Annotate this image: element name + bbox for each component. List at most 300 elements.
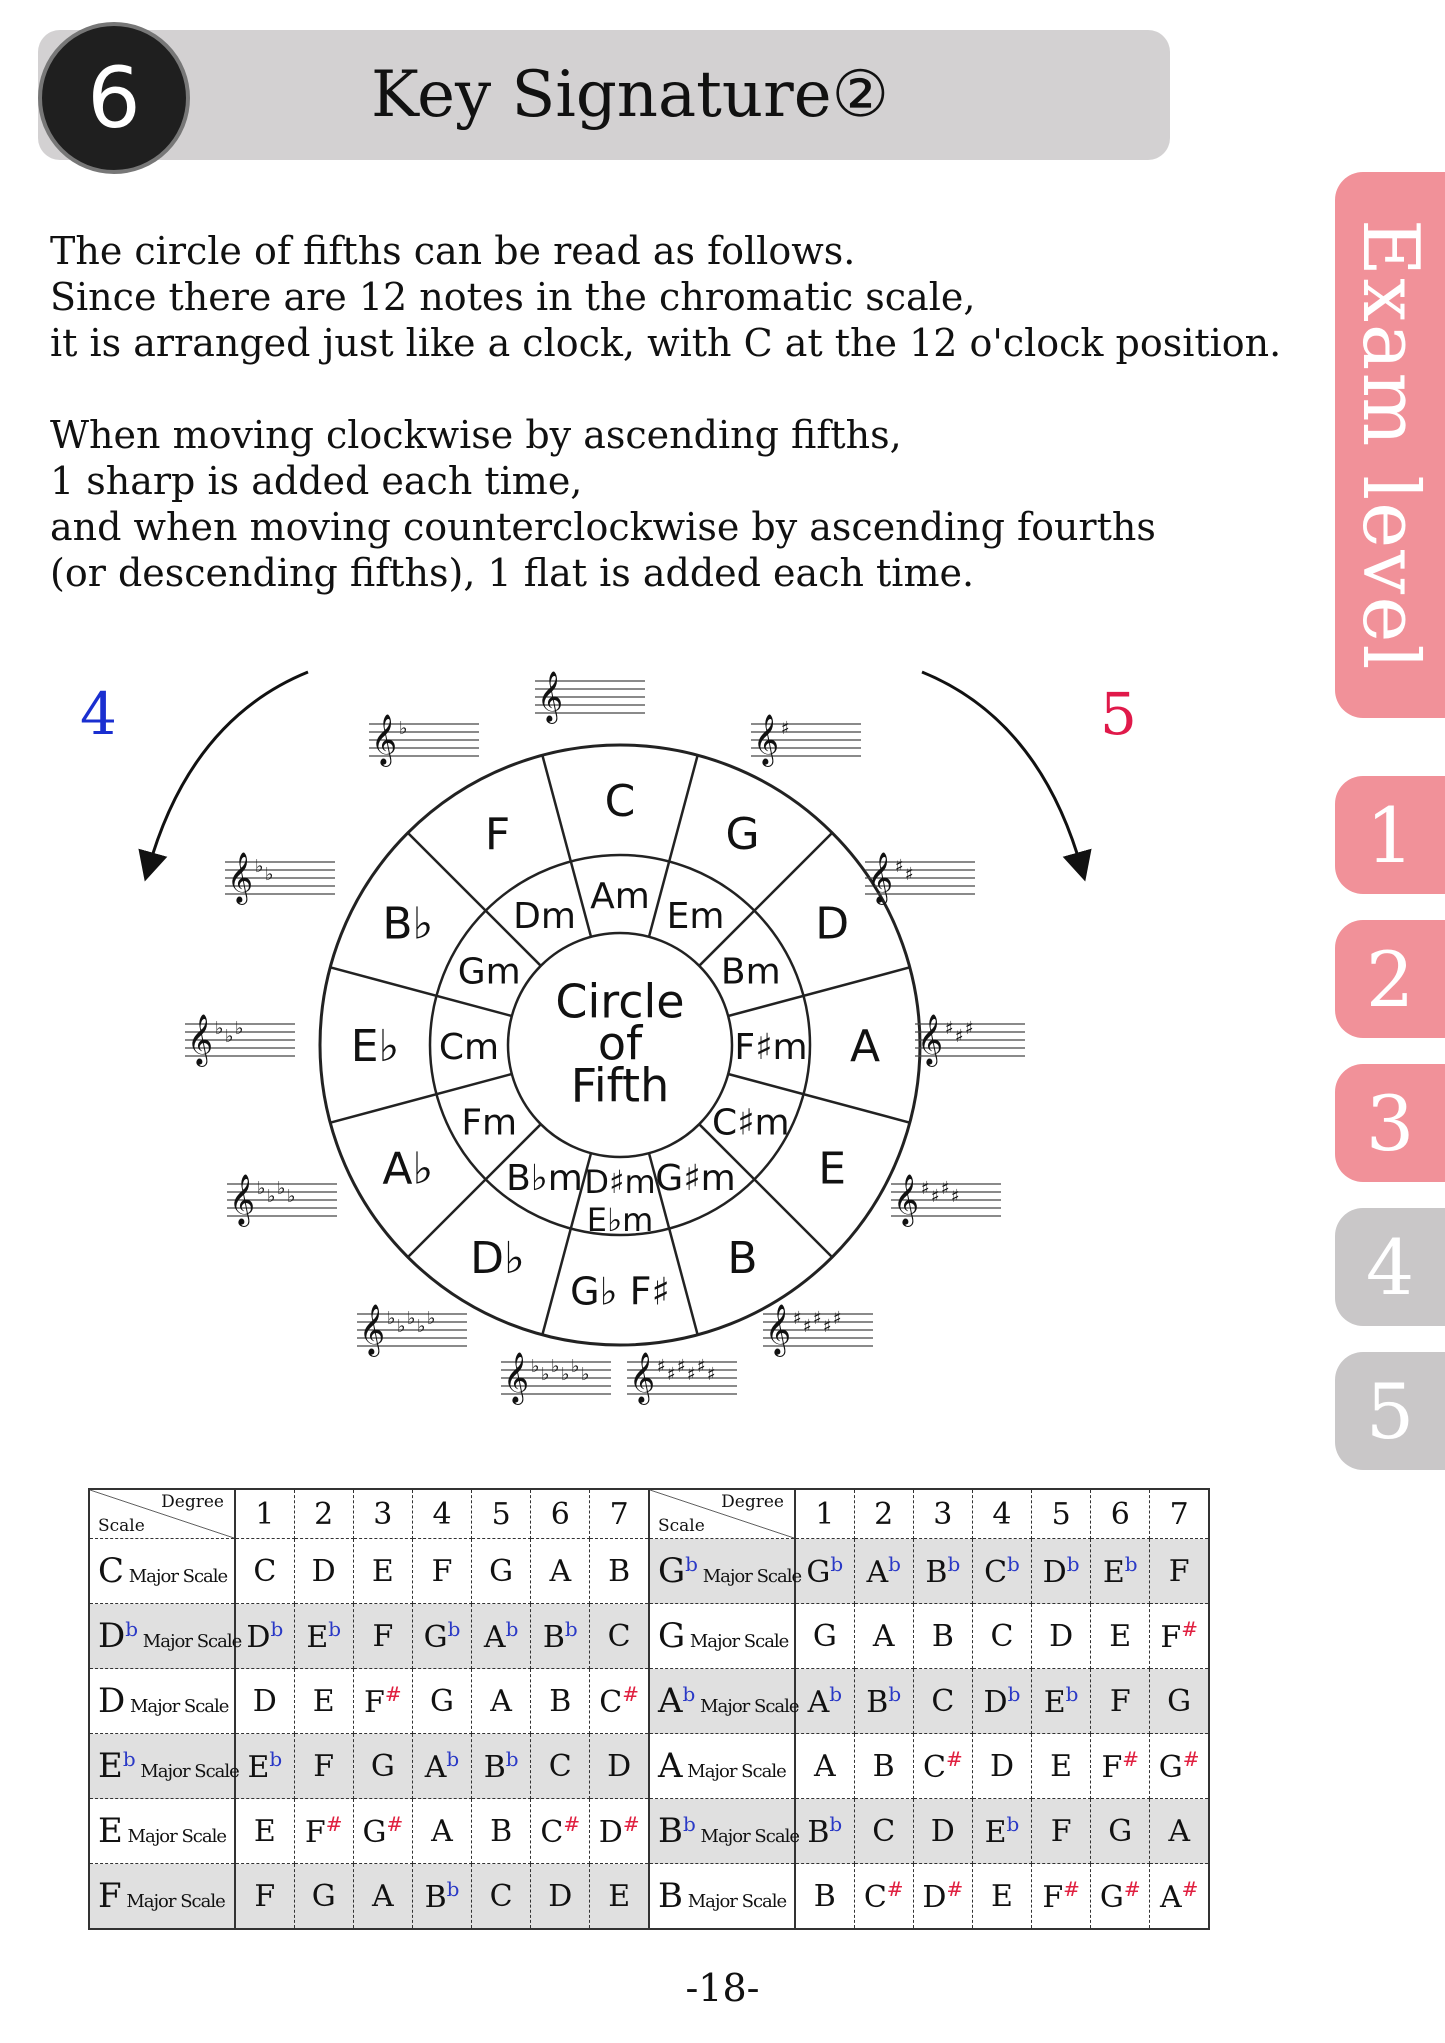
note-letter: B	[542, 1620, 565, 1655]
degree-number: 4	[412, 1489, 471, 1539]
scale-root: B	[657, 1811, 683, 1851]
note-cell	[1032, 1864, 1091, 1930]
note-cell	[353, 1539, 412, 1604]
scale-name-cell	[89, 1799, 235, 1864]
note-cell	[1091, 1539, 1150, 1604]
note-cell	[972, 1604, 1031, 1669]
note-cell	[854, 1864, 913, 1930]
degree-number: 3	[353, 1489, 412, 1539]
page-number: -18-	[685, 1966, 760, 2010]
minor-key-label: Dm	[513, 896, 576, 938]
sharp-sign: ♯	[931, 1186, 940, 1207]
treble-clef: 𝄞	[227, 852, 254, 903]
note-letter: B	[549, 1683, 572, 1719]
scale-suffix: Major Scale	[682, 1891, 787, 1912]
sharp-sign: ♯	[921, 1178, 930, 1199]
note-letter: E	[1109, 1618, 1132, 1654]
note-letter: A	[483, 1620, 506, 1655]
flat-sign: ♭	[551, 1356, 560, 1377]
major-key-label: E	[818, 1143, 847, 1195]
note-cell	[531, 1604, 590, 1669]
sharp-sign: ♯	[905, 864, 914, 885]
degree-number: 7	[590, 1489, 649, 1539]
note-letter: A	[866, 1555, 889, 1590]
note-letter: E	[247, 1750, 270, 1785]
note-cell	[795, 1604, 854, 1669]
note-cell	[1091, 1799, 1150, 1864]
note-letter: D	[548, 1878, 573, 1914]
note-letter: F	[313, 1748, 335, 1784]
note-letter: E	[253, 1813, 276, 1849]
scale-root: A	[657, 1681, 683, 1721]
major-key-label: A♭	[382, 1143, 434, 1195]
flat-sign: ♭	[571, 1356, 580, 1377]
note-letter: G	[430, 1683, 454, 1719]
note-letter: G	[1158, 1750, 1183, 1785]
scale-root: C	[98, 1551, 125, 1591]
note-cell	[854, 1669, 913, 1734]
sharp-sign: ♯	[667, 1364, 676, 1385]
major-key-label: A	[849, 1021, 881, 1072]
sharp-sign: #	[1123, 1877, 1141, 1901]
scale-name-cell	[649, 1734, 795, 1799]
note-cell	[1150, 1864, 1209, 1930]
note-letter: B	[925, 1555, 948, 1590]
note-cell	[1150, 1539, 1209, 1604]
note-letter: A	[490, 1683, 512, 1719]
note-letter: D	[922, 1880, 947, 1915]
flat-sign: b	[829, 1682, 843, 1706]
degree-number: 3	[913, 1489, 972, 1539]
note-cell	[235, 1799, 294, 1864]
flat-sign: ♭	[561, 1364, 570, 1385]
level-label: 4	[1365, 1222, 1415, 1312]
note-cell	[235, 1539, 294, 1604]
note-cell	[235, 1604, 294, 1669]
sharp-sign: #	[1122, 1747, 1140, 1771]
note-letter: G	[362, 1815, 387, 1850]
minor-key-label: Gm	[457, 951, 521, 993]
note-cell	[795, 1799, 854, 1864]
note-cell	[412, 1864, 471, 1930]
sharp-sign: ♯	[813, 1308, 822, 1329]
note-cell	[472, 1734, 531, 1799]
key-signature-staff	[501, 1352, 611, 1405]
flat-sign: ♭	[215, 1018, 224, 1039]
note-cell	[531, 1799, 590, 1864]
note-cell	[472, 1604, 531, 1669]
note-letter: B	[931, 1618, 954, 1654]
note-cell	[913, 1669, 972, 1734]
scale-root: E	[98, 1811, 123, 1851]
note-letter: G	[489, 1553, 514, 1589]
page-title: Key Signature②	[371, 58, 889, 132]
intro-line: (or descending fifths), 1 flat is added each time.	[50, 551, 975, 595]
flat-sign: b	[505, 1617, 519, 1641]
scale-suffix: Major Scale	[121, 1891, 225, 1912]
flat-sign: b	[564, 1617, 578, 1641]
note-letter: A	[1159, 1880, 1182, 1915]
note-cell	[353, 1734, 412, 1799]
degree-number: 6	[531, 1489, 590, 1539]
note-cell	[1150, 1669, 1209, 1734]
note-letter: D	[311, 1553, 336, 1589]
note-cell	[795, 1734, 854, 1799]
note-letter: F	[431, 1553, 453, 1589]
note-cell	[294, 1539, 353, 1604]
note-letter: C	[863, 1880, 887, 1915]
note-letter: E	[1050, 1748, 1073, 1784]
note-letter: F	[1050, 1813, 1072, 1849]
sharp-sign: ♯	[945, 1018, 954, 1039]
scale-suffix: Major Scale	[124, 1566, 228, 1587]
note-letter: B	[813, 1878, 836, 1914]
note-cell	[531, 1864, 590, 1930]
level-label: 2	[1365, 934, 1415, 1024]
flat-sign: b	[269, 1747, 283, 1771]
note-cell	[531, 1669, 590, 1734]
counterclockwise-arrow	[148, 672, 308, 870]
note-letter: B	[608, 1553, 631, 1589]
note-letter: G	[311, 1878, 336, 1914]
note-letter: C	[872, 1813, 896, 1849]
treble-clef: 𝄞	[187, 1014, 214, 1065]
note-cell	[1032, 1604, 1091, 1669]
note-cell	[854, 1734, 913, 1799]
minor-key-label: F♯m	[734, 1027, 808, 1068]
treble-clef: 𝄞	[753, 714, 780, 765]
exam-level-label: Exam level	[1345, 218, 1435, 672]
note-letter: D	[989, 1748, 1014, 1784]
flat-sign: ♭	[417, 1316, 426, 1337]
flat-sign: ♭	[531, 1356, 540, 1377]
key-signature-staff	[535, 671, 645, 724]
treble-clef: 𝄞	[917, 1014, 944, 1065]
sharp-sign: #	[946, 1877, 964, 1901]
sharp-sign: #	[945, 1747, 963, 1771]
note-letter: A	[1168, 1813, 1190, 1849]
note-cell	[412, 1669, 471, 1734]
note-cell	[235, 1669, 294, 1734]
note-letter: D	[983, 1685, 1008, 1720]
chapter-number: 6	[87, 49, 141, 147]
treble-clef: 𝄞	[765, 1304, 792, 1355]
sharp-sign: #	[563, 1812, 581, 1836]
sharp-sign: ♯	[803, 1316, 812, 1337]
note-letter: F	[1101, 1750, 1123, 1785]
minor-key-label: Am	[590, 876, 650, 917]
degree-number: 7	[1150, 1489, 1209, 1539]
key-signature-staff	[369, 714, 479, 767]
note-cell	[972, 1539, 1031, 1604]
note-letter: F	[1168, 1553, 1190, 1589]
note-cell	[531, 1539, 590, 1604]
note-cell	[972, 1734, 1031, 1799]
note-cell	[1091, 1669, 1150, 1734]
note-letter: F	[1109, 1683, 1131, 1719]
flat-sign: b	[447, 1617, 461, 1641]
sharp-sign: ♯	[965, 1018, 974, 1039]
scale-name-cell	[89, 1669, 235, 1734]
level-label: 5	[1365, 1366, 1415, 1456]
note-cell	[235, 1734, 294, 1799]
flat-sign: ♭	[265, 864, 274, 885]
scale-root: F	[98, 1876, 122, 1916]
note-cell	[590, 1539, 649, 1604]
note-cell	[1091, 1734, 1150, 1799]
table-row	[89, 1669, 1209, 1734]
treble-clef: 𝄞	[867, 852, 894, 903]
note-letter: E	[306, 1620, 329, 1655]
intro-line: it is arranged just like a clock, with C at the 12 o'clock position.	[50, 321, 1282, 365]
level-label: 1	[1365, 790, 1415, 880]
note-cell	[1091, 1864, 1150, 1930]
note-cell	[972, 1799, 1031, 1864]
clockwise-count-label: 5	[1100, 680, 1137, 748]
table-row	[89, 1864, 1209, 1930]
note-letter: A	[549, 1553, 572, 1589]
major-scale-table	[88, 1488, 1210, 1930]
note-letter: D	[930, 1813, 955, 1849]
note-cell	[294, 1799, 353, 1864]
scale-root: G	[657, 1551, 686, 1591]
flat-sign: ♭	[257, 1178, 266, 1199]
scale-root: E	[98, 1746, 123, 1786]
scale-root: G	[657, 1616, 686, 1656]
flat-sign: b	[446, 1877, 460, 1901]
note-cell	[353, 1669, 412, 1734]
flat-sign: ♭	[235, 1018, 244, 1039]
key-signature-staff	[627, 1352, 737, 1405]
note-letter: B	[872, 1748, 895, 1784]
flat-sign: b	[1006, 1812, 1020, 1836]
note-letter: G	[1099, 1880, 1124, 1915]
major-key-label: B♭	[382, 898, 434, 950]
minor-key-label: Fm	[461, 1102, 518, 1144]
flat-sign: b	[1065, 1682, 1079, 1706]
note-letter: E	[984, 1815, 1007, 1850]
flat-sign: ♭	[267, 1186, 276, 1207]
note-letter: B	[424, 1880, 447, 1915]
note-cell	[1150, 1734, 1209, 1799]
degree-scale-corner	[649, 1489, 795, 1539]
circle-of-fifths-diagram	[0, 640, 1445, 1440]
key-signature-staff	[751, 714, 861, 767]
sharp-sign: ♯	[941, 1178, 950, 1199]
note-letter: C	[253, 1553, 277, 1589]
scale-label: Scale	[98, 1516, 145, 1536]
note-cell	[412, 1799, 471, 1864]
note-letter: C	[984, 1555, 1008, 1590]
scale-name-cell	[89, 1734, 239, 1799]
note-letter: B	[490, 1813, 513, 1849]
flat-sign: b	[947, 1552, 961, 1576]
note-cell	[590, 1734, 649, 1799]
flat-sign: ♭	[397, 1316, 406, 1337]
sharp-sign: #	[384, 1682, 402, 1706]
side-tab-exam-level[interactable]	[1335, 172, 1445, 718]
flat-sign: ♭	[399, 718, 408, 739]
note-cell	[353, 1864, 412, 1930]
note-letter: D	[246, 1620, 271, 1655]
flat-sign: b	[1124, 1552, 1138, 1576]
note-letter: C	[540, 1815, 564, 1850]
treble-clef: 𝄞	[503, 1352, 530, 1403]
note-letter: A	[807, 1685, 830, 1720]
degree-number: 1	[795, 1489, 854, 1539]
scale-suffix: Major Scale	[685, 1631, 789, 1652]
minor-key-label: D♯m	[584, 1163, 656, 1201]
minor-key-label: B♭m	[506, 1157, 583, 1199]
treble-clef: 𝄞	[229, 1174, 256, 1225]
table-row	[89, 1604, 1209, 1669]
treble-clef: 𝄞	[893, 1174, 920, 1225]
sharp-sign: ♯	[833, 1308, 842, 1329]
flat-sign: b	[446, 1747, 460, 1771]
clockwise-arrow	[922, 672, 1082, 870]
scale-suffix: Major Scale	[695, 1696, 799, 1717]
scale-name-cell	[649, 1604, 795, 1669]
flat-sign: b	[125, 1617, 139, 1641]
treble-clef: 𝄞	[629, 1352, 656, 1403]
flat-sign: b	[888, 1552, 901, 1576]
note-cell	[294, 1864, 353, 1930]
note-letter: F	[254, 1878, 276, 1914]
intro-line: The circle of fifths can be read as follows.	[50, 229, 856, 273]
note-cell	[913, 1734, 972, 1799]
note-letter: A	[431, 1813, 453, 1849]
note-cell	[854, 1604, 913, 1669]
note-letter: G	[812, 1618, 837, 1654]
scale-suffix: Major Scale	[695, 1826, 799, 1847]
note-letter: C	[922, 1750, 946, 1785]
key-signature-staff	[227, 1174, 337, 1227]
note-cell	[235, 1864, 294, 1930]
intro-line: 1 sharp is added each time,	[50, 459, 583, 503]
flat-sign: b	[682, 1812, 696, 1836]
scale-name-cell	[89, 1539, 235, 1604]
flat-sign: b	[830, 1552, 844, 1576]
scale-root: D	[98, 1681, 126, 1721]
flat-sign: ♭	[581, 1364, 590, 1385]
note-cell	[353, 1799, 412, 1864]
note-letter: D	[1042, 1555, 1067, 1590]
note-letter: F	[364, 1685, 385, 1720]
key-signature-staff	[865, 852, 975, 905]
minor-key-label: Cm	[438, 1027, 500, 1068]
sharp-sign: ♯	[707, 1364, 716, 1385]
degree-number: 5	[472, 1489, 531, 1539]
sharp-sign: #	[622, 1682, 640, 1706]
note-cell	[1032, 1669, 1091, 1734]
sharp-sign: ♯	[687, 1364, 696, 1385]
note-cell	[972, 1864, 1031, 1930]
note-letter: G	[1108, 1813, 1133, 1849]
flat-sign: b	[685, 1552, 698, 1576]
note-letter: B	[807, 1815, 830, 1850]
note-cell	[1032, 1734, 1091, 1799]
flat-sign: b	[328, 1617, 342, 1641]
note-letter: B	[866, 1685, 889, 1720]
scale-suffix: Major Scale	[682, 1761, 786, 1782]
note-letter: C	[599, 1685, 623, 1720]
scale-suffix: Major Scale	[135, 1761, 239, 1782]
flat-sign: ♭	[255, 856, 264, 877]
treble-clef: 𝄞	[537, 671, 564, 722]
note-letter: E	[991, 1878, 1013, 1914]
degree-label: Degree	[161, 1492, 224, 1512]
level-label: 3	[1365, 1078, 1415, 1168]
note-cell	[913, 1799, 972, 1864]
note-letter: E	[371, 1553, 394, 1589]
scale-suffix: Major Scale	[125, 1696, 229, 1717]
key-signature-staff	[225, 852, 335, 905]
note-letter: F	[304, 1815, 326, 1850]
degree-number: 2	[854, 1489, 913, 1539]
sharp-sign: #	[1181, 1877, 1199, 1901]
key-signature-staff	[891, 1174, 1001, 1227]
note-letter: D	[252, 1683, 277, 1719]
sharp-sign: ♯	[697, 1356, 706, 1377]
key-signature-staff	[357, 1304, 467, 1357]
note-letter: A	[872, 1618, 895, 1654]
note-letter: D	[607, 1748, 632, 1784]
sharp-sign: #	[325, 1812, 343, 1836]
table-row	[89, 1734, 1209, 1799]
flat-sign: ♭	[387, 1308, 396, 1329]
counterclockwise-count-label: 4	[80, 680, 117, 748]
sharp-sign: ♯	[895, 856, 904, 877]
scale-suffix: Major Scale	[122, 1826, 227, 1847]
flat-sign: b	[122, 1747, 136, 1771]
note-cell	[913, 1864, 972, 1930]
scale-name-cell	[649, 1669, 799, 1734]
flat-sign: b	[829, 1812, 843, 1836]
key-signature-staff	[763, 1304, 873, 1357]
note-cell	[294, 1604, 353, 1669]
flat-sign: ♭	[541, 1364, 550, 1385]
note-cell	[412, 1734, 471, 1799]
note-cell	[1150, 1604, 1209, 1669]
flat-sign: ♭	[427, 1308, 436, 1329]
flat-sign: ♭	[277, 1178, 286, 1199]
sharp-sign: ♯	[823, 1316, 832, 1337]
sharp-sign: #	[886, 1877, 904, 1901]
sharp-sign: ♯	[657, 1356, 666, 1377]
scale-root: B	[657, 1876, 683, 1916]
scale-suffix: Major Scale	[138, 1631, 242, 1652]
key-signature-staff	[185, 1014, 295, 1067]
note-cell	[1091, 1604, 1150, 1669]
scale-root: D	[98, 1616, 126, 1656]
sharp-sign: ♯	[677, 1356, 686, 1377]
flat-sign: b	[1007, 1552, 1020, 1576]
sharp-sign: #	[1063, 1877, 1080, 1901]
key-signature-staff	[915, 1014, 1025, 1067]
note-letter: G	[370, 1748, 395, 1784]
sharp-sign: ♯	[793, 1308, 802, 1329]
note-cell	[590, 1604, 649, 1669]
note-letter: D	[1049, 1618, 1074, 1654]
sharp-sign: #	[386, 1812, 404, 1836]
note-cell	[590, 1864, 649, 1930]
scale-name-cell	[89, 1864, 235, 1930]
note-cell	[795, 1864, 854, 1930]
note-cell	[412, 1604, 471, 1669]
sharp-sign: ♯	[955, 1026, 964, 1047]
scale-suffix: Major Scale	[697, 1566, 802, 1587]
degree-number: 6	[1091, 1489, 1150, 1539]
